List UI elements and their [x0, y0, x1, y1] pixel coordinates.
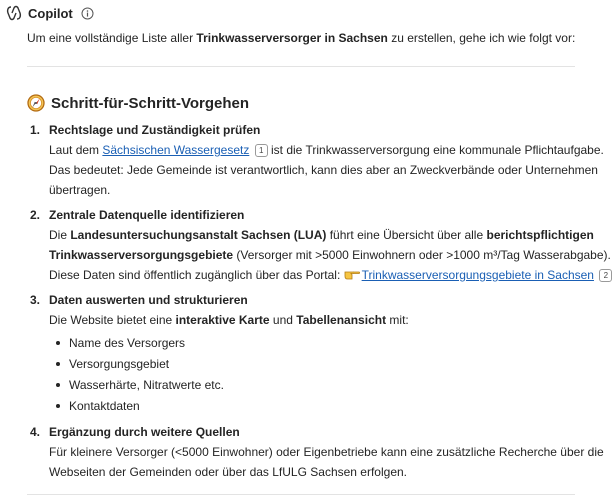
step-4 — [27, 422, 604, 482]
section-title: Schritt-für-Schritt-Vorgehen — [51, 94, 250, 112]
step-number: 1. — [30, 123, 41, 137]
intro-text: Um eine vollständige Liste aller Trinkwasserversorger in Sachsen zu erstellen, gehe ich wie folgt vor: — [27, 31, 576, 45]
compass-icon — [27, 94, 45, 112]
step-3 — [27, 290, 575, 417]
list-item: Wasserhärte, Nitratwerte etc. — [49, 375, 575, 395]
step-number: 3. — [30, 293, 41, 307]
step-title: Ergänzung durch weitere Quellen — [49, 425, 240, 439]
citation-badge[interactable]: 2 — [599, 269, 612, 282]
steps-list — [27, 120, 611, 487]
app-name: Copilot — [28, 5, 73, 21]
link-saechsisches-wassergesetz[interactable]: Sächsischen Wassergesetz — [102, 143, 250, 157]
step-title: Daten auswerten und strukturieren — [49, 293, 248, 307]
step-title: Zentrale Datenquelle identifizieren — [49, 208, 245, 222]
step-text: Die Website bietet eine interaktive Karte und Tabellenansicht mit: — [49, 313, 409, 327]
step-number: 4. — [30, 425, 41, 439]
step-text: Webseiten der Gemeinden oder über das LfULG Sachsen erfolgen. — [49, 465, 407, 479]
step-text: Für kleinere Versorger (<5000 Einwohner) oder Eigenbetriebe kann eine zusätzliche Recherche über die — [49, 445, 604, 459]
section-heading — [27, 92, 249, 114]
list-item: Versorgungsgebiet — [49, 354, 575, 374]
step-text: Die Landesuntersuchungsanstalt Sachsen (LUA) führt eine Übersicht über alle berichtspflichtigen — [49, 228, 594, 242]
step-number: 2. — [30, 208, 41, 222]
pointing-hand-icon — [344, 268, 360, 280]
divider — [27, 66, 575, 67]
chat-header — [6, 4, 94, 22]
list-item: Name des Versorgers — [49, 333, 575, 353]
step-2 — [27, 205, 611, 285]
step-text: übertragen. — [49, 183, 111, 197]
step-1 — [27, 120, 604, 200]
info-icon[interactable] — [81, 7, 94, 20]
copilot-logo-icon — [6, 5, 22, 21]
divider — [27, 494, 575, 495]
step-title: Rechtslage und Zuständigkeit prüfen — [49, 123, 261, 137]
citation-badge[interactable]: 1 — [255, 144, 268, 157]
bullet-list — [49, 333, 575, 416]
intro-bold: Trinkwasserversorger in Sachsen — [196, 31, 388, 45]
link-trinkwasserversorgungsgebiete[interactable]: Trinkwasserversorgungsgebiete in Sachsen — [361, 268, 594, 282]
step-text: Diese Daten sind öffentlich zugänglich über das Portal: Trinkwasserversorgungsgebiete in Sachsen 2 — [49, 265, 612, 285]
step-text: Trinkwasserversorgungsgebiete (Versorger mit >5000 Einwohnern oder >1000 m³/Tag Wasserabgabe). — [49, 248, 611, 262]
step-text: Laut dem Sächsischen Wassergesetz 1 ist die Trinkwasserversorgung eine kommunale Pflichtaufgabe. — [49, 143, 604, 157]
list-item: Kontaktdaten — [49, 396, 575, 416]
step-text: Das bedeutet: Jede Gemeinde ist verantwortlich, kann dies aber an Zweckverbände oder Unternehmen — [49, 163, 598, 177]
